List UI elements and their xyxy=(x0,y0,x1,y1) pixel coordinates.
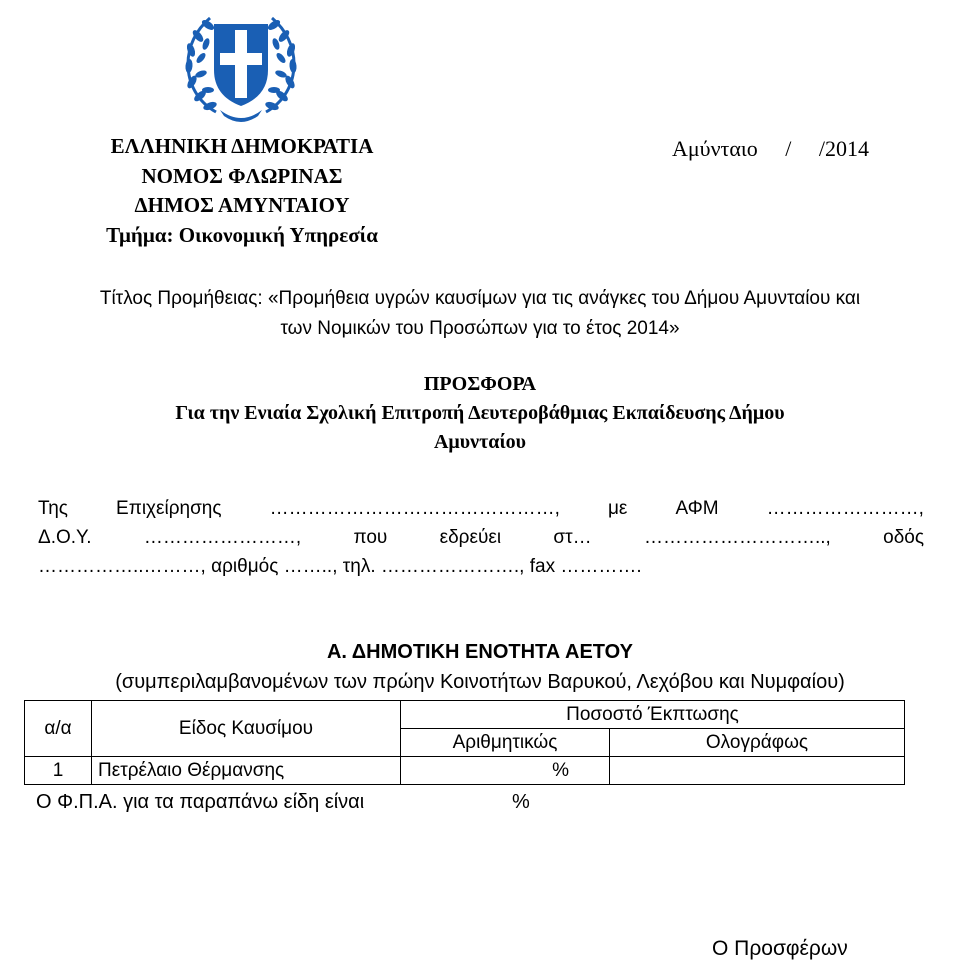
tax-office-blank[interactable]: ……………………, xyxy=(143,527,302,548)
procurement-title-line1: Τίτλος Προμήθειας: «Προμήθεια υγρών καυσίμων για τις ανάγκες του Δήμου Αμυνταίου και xyxy=(99,288,861,309)
col-header-fuel-type: Είδος Καυσίμου xyxy=(92,701,401,757)
tax-office-label: Δ.Ο.Υ. xyxy=(38,527,92,548)
offer-heading-block xyxy=(0,370,960,457)
procurement-title xyxy=(0,284,960,344)
section-heading: Α. ΔΗΜΟΤΙΚΗ ΕΝΟΤΗΤΑ ΑΕΤΟΥ xyxy=(326,641,634,663)
cell-discount-words[interactable] xyxy=(610,757,905,785)
vat-statement: Ο Φ.Π.Α. για τα παραπάνω είδη είναι xyxy=(36,791,365,813)
company-line1 xyxy=(38,494,924,523)
procurement-title-line2: των Νομικών του Προσώπων για το έτος 2014» xyxy=(280,318,680,339)
col-header-numeric: Αριθμητικώς xyxy=(401,729,610,757)
vat-percent-field[interactable]: % xyxy=(512,791,530,813)
issuer-country: ΕΛΛΗΝΙΚΗ ΔΗΜΟΚΡΑΤΙΑ xyxy=(110,134,374,158)
street-label: οδός xyxy=(883,527,924,548)
issuer-prefecture: ΝΟΜΟΣ ΦΛΩΡΙΝΑΣ xyxy=(141,163,343,188)
vat-blank[interactable]: ……………………, xyxy=(766,498,924,519)
issuer-header xyxy=(62,132,422,250)
company-label-2: Επιχείρησης xyxy=(116,498,222,519)
issuer-department: Τμήμα: Οικονομική Υπηρεσία xyxy=(106,222,378,247)
col-header-discount: Ποσοστό Έκπτωσης xyxy=(401,701,905,729)
cell-discount-numeric[interactable]: % xyxy=(401,757,610,785)
offer-table xyxy=(24,700,905,785)
table-header-row xyxy=(25,701,905,729)
section-subheading: (συμπεριλαμβανομένων των πρώην Κοινοτήτων Βαρυκού, Λεχόβου και Νυμφαίου) xyxy=(115,671,845,693)
company-name-blank[interactable]: ………………………………………, xyxy=(269,498,560,519)
offer-recipient-line1: Για την Ενιαία Σχολική Επιτροπή Δευτεροβάθμιας Εκπαίδευσης Δήμου xyxy=(175,402,785,424)
issuer-municipality: ΔΗΜΟΣ ΑΜΥΝΤΑΙΟΥ xyxy=(134,193,350,217)
offer-heading: ΠΡΟΣΦΟΡΑ xyxy=(423,373,537,395)
company-label: Της xyxy=(38,498,68,519)
col-header-aa: α/α xyxy=(25,701,92,757)
seat-blank[interactable]: ……………………….., xyxy=(643,527,831,548)
cell-aa: 1 xyxy=(25,757,92,785)
col-header-words: Ολογράφως xyxy=(610,729,905,757)
seat-prefix: που xyxy=(353,527,388,548)
company-details xyxy=(38,494,924,581)
company-line3[interactable]: ……………..………, αριθμός …….., τηλ. …………………., fax …………. xyxy=(38,556,642,577)
seat-label: εδρεύει xyxy=(439,527,502,548)
greek-coat-of-arms-icon xyxy=(176,4,306,130)
date-line: Αμύνταιο / /2014 xyxy=(672,136,870,161)
table-row xyxy=(25,757,905,785)
offer-recipient-line2: Αμυνταίου xyxy=(433,431,527,453)
seat-prep: στ… xyxy=(553,527,592,548)
cell-fuel-type: Πετρέλαιο Θέρμανσης xyxy=(92,757,401,785)
vat-label: ΑΦΜ xyxy=(675,498,719,519)
vat-prefix: με xyxy=(607,498,628,519)
signature-label: Ο Προσφέρων xyxy=(712,937,848,960)
company-line2 xyxy=(38,523,924,552)
